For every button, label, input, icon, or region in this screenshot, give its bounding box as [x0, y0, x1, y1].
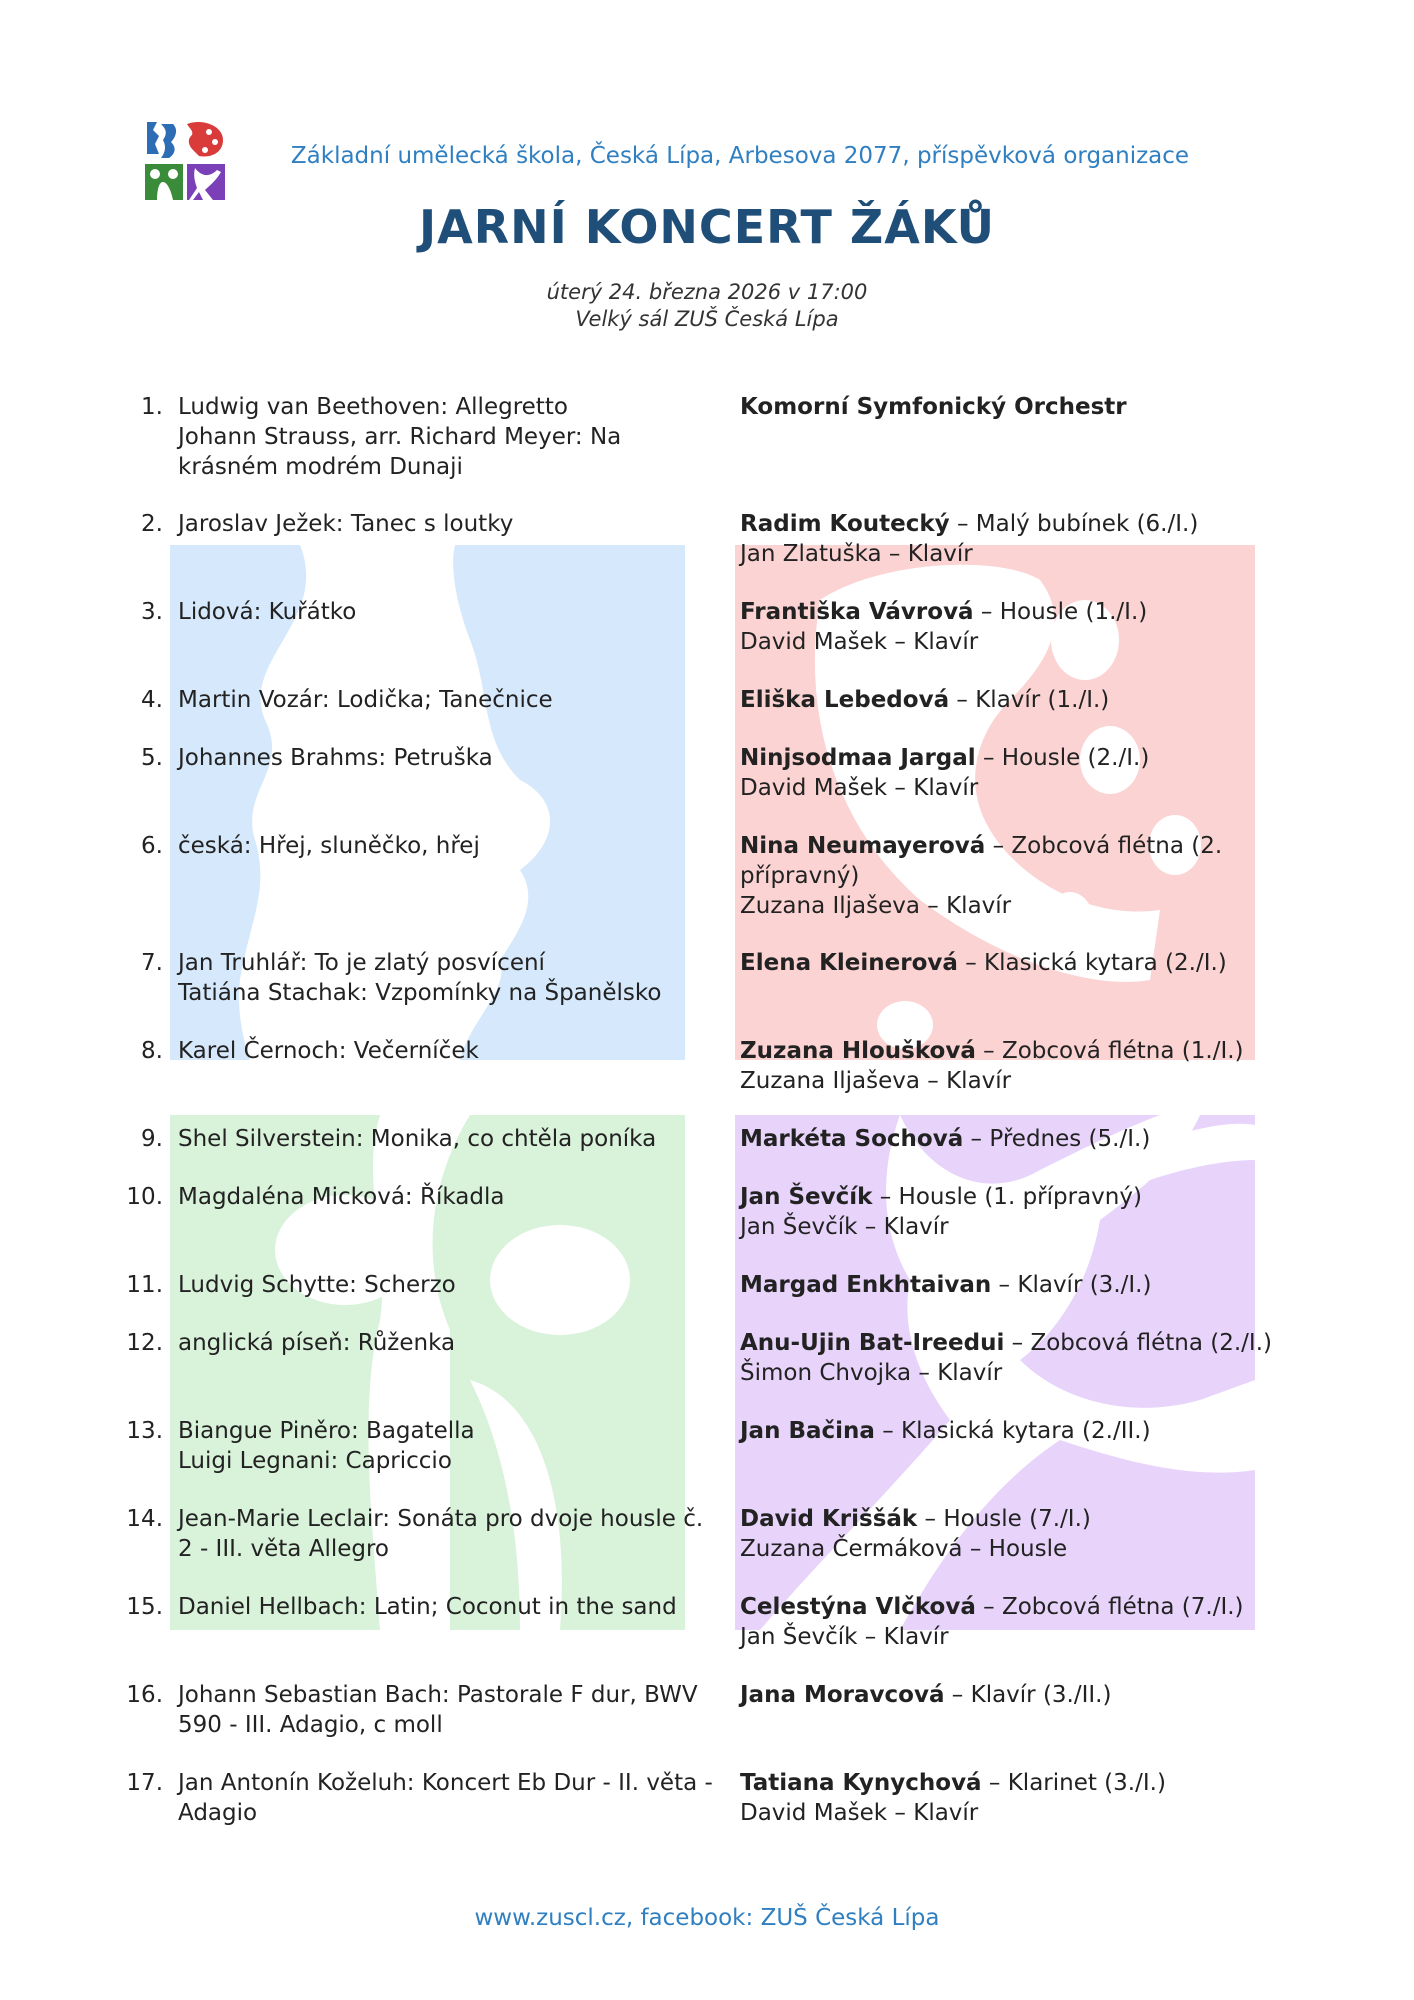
program-item-performers [740, 392, 1260, 422]
concert-venue: Velký sál ZUŠ Česká Lípa [575, 307, 839, 331]
program-item-performers [740, 1124, 1260, 1154]
footer-links[interactable]: www.zuscl.cz, facebook: ZUŠ Česká Lípa [474, 1905, 940, 1931]
performer-detail: Zuzana Iljaševa – Klavír [740, 893, 1012, 919]
program-item-number: 7. [141, 950, 163, 976]
performer-line [740, 948, 1260, 978]
program-item-piece [178, 1270, 718, 1300]
performer-line [740, 1066, 1260, 1096]
program-item-piece [178, 1592, 718, 1622]
performer-name: Margad Enkhtaivan [740, 1272, 992, 1298]
piece-line: Jaroslav Ježek: Tanec s loutky [178, 511, 514, 537]
performer-name: Jan Ševčík [740, 1184, 873, 1210]
performer-line [740, 1592, 1260, 1622]
program-item-performers [740, 1680, 1260, 1710]
piece-line: Johannes Brahms: Petruška [178, 745, 493, 771]
performer-name: Anu-Ujin Bat-Ireedui [740, 1330, 1005, 1356]
concert-date: úterý 24. března 2026 v 17:00 [546, 280, 868, 304]
program-item-performers [740, 597, 1260, 657]
program-item-performers [740, 685, 1260, 715]
program-item-performers [740, 1592, 1260, 1652]
piece-line: Johann Sebastian Bach: Pastorale F dur, BWV [178, 1682, 698, 1708]
piece-line: Jan Truhlář: To je zlatý posvícení [178, 950, 545, 976]
piece-line: česká: Hřej, sluněčko, hřej [178, 833, 480, 859]
program-item-performers [740, 1768, 1260, 1828]
program-item-piece [178, 1768, 718, 1828]
program-item-number: 13. [126, 1418, 163, 1444]
program-item-number: 16. [126, 1682, 163, 1708]
performer-line [740, 1622, 1260, 1652]
performer-line [740, 1358, 1260, 1388]
performer-detail: přípravný) [740, 863, 860, 889]
performer-name: Ninjsodmaa Jargal [740, 745, 976, 771]
performer-name: Eliška Lebedová [740, 687, 950, 713]
performer-name: Elena Kleinerová [740, 950, 958, 976]
program-item-piece [178, 597, 718, 627]
program-item-piece [178, 392, 718, 482]
performer-detail: David Mašek – Klavír [740, 775, 979, 801]
piece-line: Jan Antonín Koželuh: Koncert Eb Dur - II. věta - [178, 1770, 713, 1796]
performer-name: Nina Neumayerová [740, 833, 986, 859]
performer-name: Markéta Sochová [740, 1126, 964, 1152]
program-item-piece [178, 685, 718, 715]
program-item-number: 15. [126, 1594, 163, 1620]
program-item-number: 1. [141, 394, 163, 420]
performer-detail: Jan Zlatuška – Klavír [740, 541, 973, 567]
program-item-piece [178, 1680, 718, 1740]
piece-line: Shel Silverstein: Monika, co chtěla poníka [178, 1126, 657, 1152]
school-name: Základní umělecká škola, Česká Lípa, Arbesova 2077, příspěvková organizace [290, 143, 1190, 169]
page-title: JARNÍ KONCERT ŽÁKŮ [418, 200, 996, 254]
performer-line [740, 597, 1260, 627]
performer-detail: Zuzana Čermáková – Housle [740, 1536, 1068, 1562]
piece-line: Martin Vozár: Lodička; Tanečnice [178, 687, 553, 713]
program-item-number: 8. [141, 1038, 163, 1064]
performer-detail: – Zobcová flétna (7./I.) [975, 1594, 1244, 1620]
piece-line: 590 - III. Adagio, c moll [178, 1712, 443, 1738]
performer-line [740, 1416, 1260, 1446]
piece-line: Ludwig van Beethoven: Allegretto [178, 394, 568, 420]
performer-line [740, 627, 1260, 657]
performer-detail: – Housle (2./I.) [975, 745, 1150, 771]
performer-name: David Kriššák [740, 1506, 918, 1532]
performer-name: Tatiana Kynychová [740, 1770, 982, 1796]
performer-line [740, 1328, 1272, 1358]
program-item-piece [178, 1124, 718, 1154]
performer-line [740, 1182, 1260, 1212]
program-item-piece [178, 1328, 718, 1358]
piece-line: 2 - III. věta Allegro [178, 1536, 389, 1562]
performer-line [740, 539, 1260, 569]
program-item-number: 14. [126, 1506, 163, 1532]
performer-line [740, 861, 1260, 891]
piece-line: Biangue Piněro: Bagatella [178, 1418, 475, 1444]
performer-detail: Jan Ševčík – Klavír [740, 1624, 949, 1650]
performer-line [740, 1270, 1260, 1300]
program-item-number: 17. [126, 1770, 163, 1796]
performer-detail: Zuzana Iljaševa – Klavír [740, 1068, 1012, 1094]
performer-name: Celestýna Vlčková [740, 1594, 976, 1620]
performer-name: Komorní Symfonický Orchestr [740, 394, 1127, 420]
performer-line [740, 743, 1260, 773]
performer-detail: – Malý bubínek (6./I.) [949, 511, 1199, 537]
piece-line: Karel Černoch: Večerníček [178, 1038, 479, 1064]
program-item-number: 12. [126, 1330, 163, 1356]
performer-detail: – Přednes (5./I.) [963, 1126, 1151, 1152]
piece-line: Johann Strauss, arr. Richard Meyer: Na [178, 424, 622, 450]
performer-line [740, 1534, 1260, 1564]
program-item-performers [740, 1328, 1272, 1388]
piece-line: Tatiána Stachak: Vzpomínky na Španělsko [178, 980, 662, 1006]
program-item-performers [740, 1416, 1260, 1446]
performer-detail: – Housle (1./I.) [973, 599, 1148, 625]
performer-line [740, 1504, 1260, 1534]
performer-name: Zuzana Hloušková [740, 1038, 976, 1064]
performer-detail: – Zobcová flétna (2./I.) [1004, 1330, 1272, 1356]
piece-line: Ludvig Schytte: Scherzo [178, 1272, 456, 1298]
piece-line: Luigi Legnani: Capriccio [178, 1448, 452, 1474]
program-item-performers [740, 509, 1260, 569]
performer-detail: – Klarinet (3./I.) [981, 1770, 1166, 1796]
performer-line [740, 1212, 1260, 1242]
program-item-performers [740, 948, 1260, 978]
performer-line [740, 392, 1260, 422]
performer-detail: David Mašek – Klavír [740, 1800, 979, 1826]
performer-detail: – Housle (1. přípravný) [872, 1184, 1142, 1210]
program-item-number: 11. [126, 1272, 163, 1298]
program-item-piece [178, 1182, 718, 1212]
program-item-number: 3. [141, 599, 163, 625]
performer-detail: – Klavír (3./I.) [991, 1272, 1152, 1298]
program-item-number: 5. [141, 745, 163, 771]
program-item-number: 4. [141, 687, 163, 713]
performer-detail: – Housle (7./I.) [917, 1506, 1091, 1532]
program-item-number: 6. [141, 833, 163, 859]
program-item-performers [740, 1182, 1260, 1242]
performer-line [740, 1798, 1260, 1828]
performer-detail: – Klasická kytara (2./I.) [957, 950, 1227, 976]
program-item-piece [178, 509, 718, 539]
performer-line [740, 685, 1260, 715]
program-item-piece [178, 948, 718, 1008]
performer-detail: – Klavír (1./I.) [949, 687, 1110, 713]
piece-line: krásném modrém Dunaji [178, 454, 463, 480]
program-item-performers [740, 1270, 1260, 1300]
program-item-piece [178, 831, 718, 861]
performer-line [740, 509, 1260, 539]
program-item-performers [740, 1504, 1260, 1564]
program-item-piece [178, 1416, 718, 1476]
performer-detail: Jan Ševčík – Klavír [740, 1214, 949, 1240]
performer-line [740, 891, 1260, 921]
performer-line [740, 1036, 1260, 1066]
performer-detail: – Klavír (3./II.) [944, 1682, 1112, 1708]
program-item-number: 10. [126, 1184, 163, 1210]
piece-line: anglická píseň: Růženka [178, 1330, 456, 1356]
program-item-number: 2. [141, 511, 163, 537]
performer-line [740, 1768, 1260, 1798]
performer-detail: – Zobcová flétna (1./I.) [975, 1038, 1244, 1064]
program-item-performers [740, 831, 1260, 921]
program-item-performers [740, 1036, 1260, 1096]
performer-name: Františka Vávrová [740, 599, 974, 625]
program-item-piece [178, 1504, 718, 1564]
performer-line [740, 831, 1260, 861]
piece-line: Adagio [178, 1800, 258, 1826]
piece-line: Jean-Marie Leclair: Sonáta pro dvoje housle č. [178, 1506, 704, 1532]
performer-name: Jana Moravcová [740, 1682, 945, 1708]
program-item-piece [178, 1036, 718, 1066]
program-item-piece [178, 743, 718, 773]
performer-name: Jan Bačina [740, 1418, 875, 1444]
performer-name: Radim Koutecký [740, 511, 950, 537]
performer-detail: – Klasická kytara (2./II.) [874, 1418, 1151, 1444]
piece-line: Daniel Hellbach: Latin; Coconut in the sand [178, 1594, 677, 1620]
program-item-number: 9. [141, 1126, 163, 1152]
piece-line: Magdaléna Micková: Říkadla [178, 1184, 505, 1210]
performer-line [740, 773, 1260, 803]
performer-line [740, 1680, 1260, 1710]
piece-line: Lidová: Kuřátko [178, 599, 357, 625]
performer-detail: – Zobcová flétna (2. [985, 833, 1223, 859]
performer-detail: Šimon Chvojka – Klavír [740, 1360, 1003, 1386]
performer-line [740, 1124, 1260, 1154]
program-item-performers [740, 743, 1260, 803]
performer-detail: David Mašek – Klavír [740, 629, 979, 655]
